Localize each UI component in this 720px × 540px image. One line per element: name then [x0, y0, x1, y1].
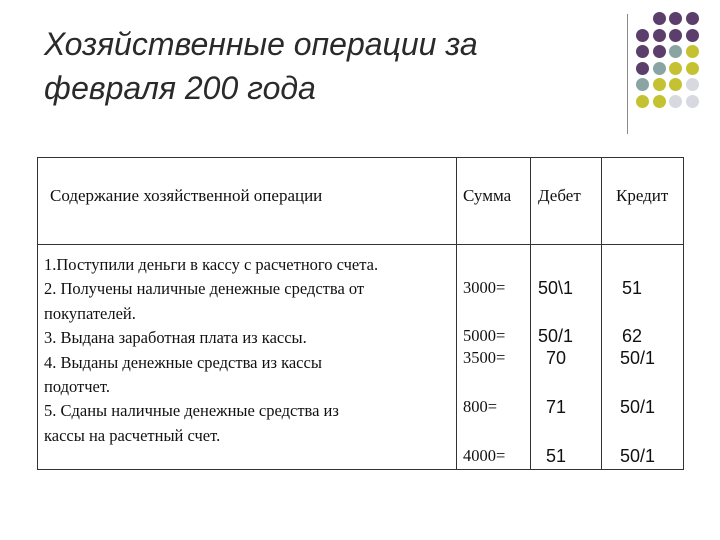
row-3-sum: 3500=	[463, 348, 506, 367]
decor-dot	[636, 95, 649, 108]
decor-dot	[669, 95, 682, 108]
description-line: 3. Выдана заработная плата из кассы.	[44, 328, 307, 348]
decor-dot	[653, 95, 666, 108]
description-line: подотчет.	[44, 377, 110, 397]
row-2-debit: 50/1	[538, 326, 574, 346]
decor-dot	[669, 62, 682, 75]
description-line: 1.Поступили деньги в кассу с расчетного счета.	[44, 255, 379, 274]
row-2-sum: 5000=	[463, 326, 506, 345]
row-4-sum: 800=	[463, 397, 498, 416]
slide-title	[44, 22, 604, 110]
row-5-sum: 4000=	[463, 446, 506, 465]
header-content: Содержание хозяйственной операции	[50, 186, 323, 205]
table-col-divider-3	[601, 157, 602, 470]
description-line: 5. Сданы наличные денежные средства из	[44, 401, 339, 421]
decor-dot	[686, 29, 699, 42]
description-line: покупателей.	[44, 303, 136, 323]
decor-dot	[636, 78, 649, 91]
table-header-divider	[37, 244, 684, 245]
decor-dot	[686, 78, 699, 91]
row-5-debit: 51	[546, 446, 567, 466]
row-1-sum: 3000=	[463, 278, 506, 297]
row-5-credit: 50/1	[620, 446, 656, 466]
row-1-debit: 50\1	[538, 278, 574, 298]
decor-dot	[669, 78, 682, 91]
decor-dot	[669, 45, 682, 58]
decor-dot	[686, 12, 699, 25]
slide-title-line-2: февраля 200 года	[44, 70, 316, 106]
decor-dot	[653, 45, 666, 58]
description-line: кассы на расчетный счет.	[44, 425, 221, 445]
row-3-credit: 50/1	[620, 348, 656, 368]
row-1-credit: 51	[622, 278, 643, 298]
decor-dot	[653, 29, 666, 42]
decor-dot	[653, 12, 666, 25]
row-4-credit: 50/1	[620, 397, 656, 417]
description-line: 4. Выданы денежные средства из кассы	[44, 352, 322, 372]
decor-divider	[627, 14, 628, 134]
decor-dot	[669, 29, 682, 42]
table-col-divider-2	[530, 157, 531, 470]
header-credit: Кредит	[616, 186, 669, 205]
decor-dot	[636, 29, 649, 42]
description-line: 2. Получены наличные денежные средства от	[44, 279, 365, 299]
decor-dot	[653, 62, 666, 75]
slide-title-line-1: Хозяйственные операции за	[44, 26, 478, 62]
header-debit: Дебет	[538, 186, 581, 205]
row-2-credit: 62	[622, 326, 643, 346]
decor-dot	[669, 12, 682, 25]
decor-dot	[686, 45, 699, 58]
row-3-debit: 70	[546, 348, 567, 368]
decor-dot	[686, 95, 699, 108]
decor-dot	[686, 62, 699, 75]
row-4-debit: 71	[546, 397, 567, 417]
decor-dot	[653, 78, 666, 91]
header-sum: Сумма	[463, 186, 512, 205]
decor-dot	[636, 45, 649, 58]
operations-description	[44, 253, 459, 448]
decor-dot	[636, 62, 649, 75]
